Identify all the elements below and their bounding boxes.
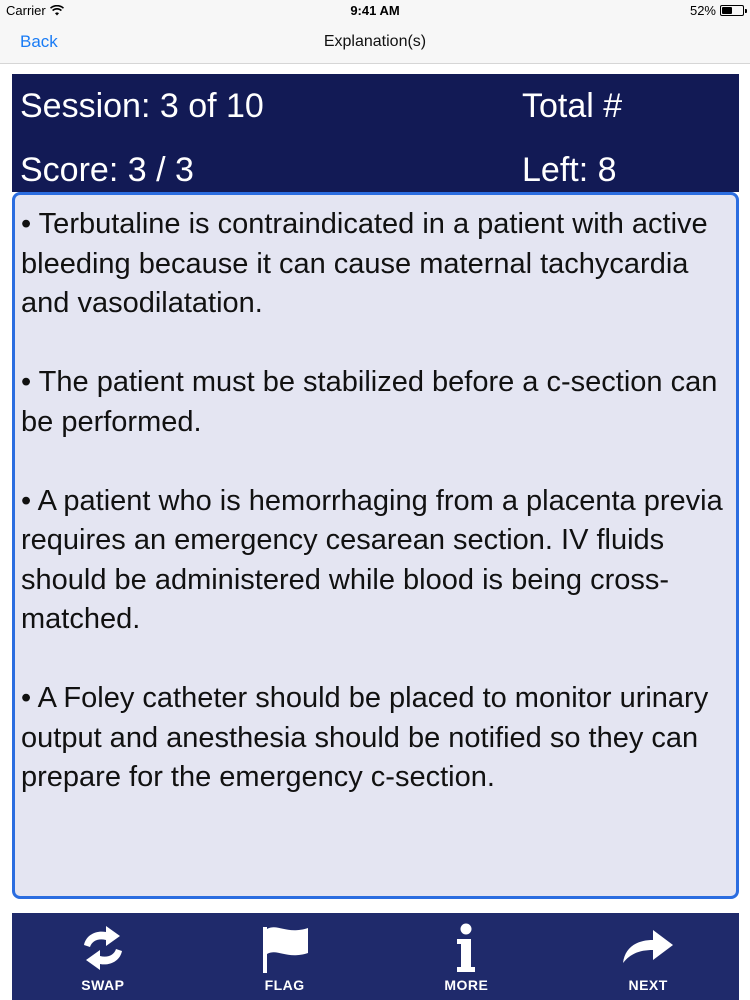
total-label: Total # (522, 87, 623, 125)
forward-arrow-icon (619, 923, 677, 973)
swap-label: SWAP (81, 977, 125, 993)
battery-percent: 52% (689, 3, 716, 18)
score-counter: Score: 3 / 3 (20, 151, 194, 189)
swap-arrows-icon (74, 923, 132, 973)
battery-icon (720, 5, 744, 16)
next-label: NEXT (628, 977, 668, 993)
status-time: 9:41 AM (350, 3, 400, 18)
navigation-bar (0, 22, 750, 64)
info-icon (437, 923, 495, 973)
carrier-label: Carrier (6, 3, 46, 18)
explanation-panel[interactable] (12, 192, 739, 899)
more-button[interactable] (376, 913, 558, 1000)
flag-icon (256, 923, 314, 973)
swap-button[interactable] (12, 913, 194, 1000)
session-header (12, 74, 739, 192)
back-button[interactable]: Back (20, 32, 58, 51)
remaining-counter: Left: 8 (522, 151, 617, 189)
flag-label: FLAG (264, 977, 305, 993)
flag-button[interactable] (194, 913, 376, 1000)
explanation-item: • Terbutaline is contraindicated in a patient with active bleeding because it can cause maternal tachycardia and vasodilatation. (21, 208, 708, 319)
explanation-item: • A patient who is hemorrhaging from a placenta previa requires an emergency cesarean section. IV fluids should be administered while blood is being cross-matched. (21, 484, 723, 635)
status-bar (0, 0, 750, 22)
explanation-list (15, 195, 736, 798)
next-button[interactable] (557, 913, 739, 1000)
explanation-item: • A Foley catheter should be placed to monitor urinary output and anesthesia should be notified so they can prepare for the emergency c-section. (21, 682, 709, 793)
page-title: Explanation(s) (323, 33, 427, 50)
more-label: MORE (444, 977, 489, 993)
explanation-item: • The patient must be stabilized before a c-section can be performed. (21, 366, 718, 438)
battery-level (722, 7, 732, 14)
session-counter: Session: 3 of 10 (20, 87, 264, 125)
bottom-toolbar (12, 913, 739, 1000)
battery-indicator (690, 3, 744, 18)
